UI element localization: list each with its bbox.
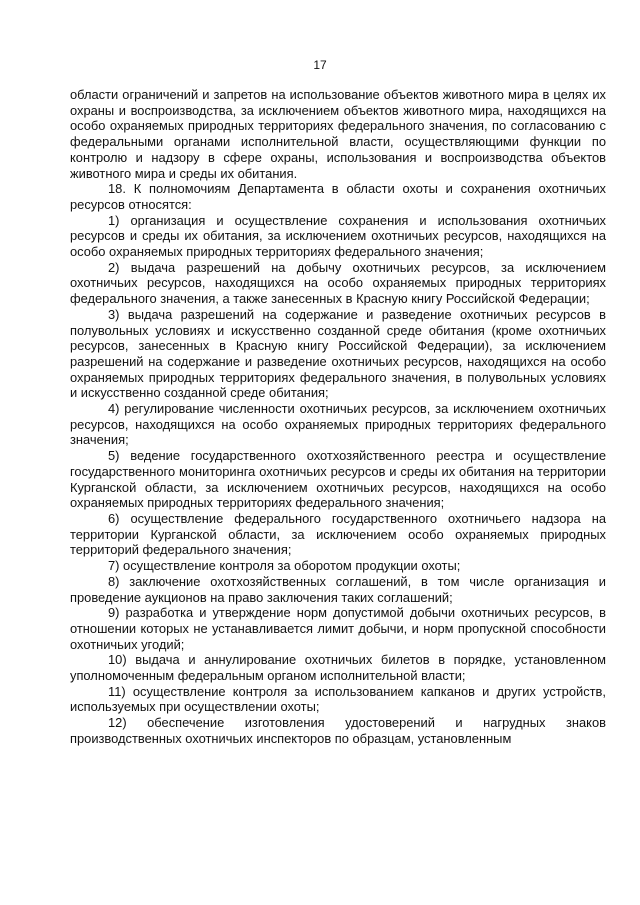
- list-item: 9) разработка и утверждение норм допустимой добычи охотничьих ресурсов, в отношении которых не устанавливается лимит добычи, и норм пропускной способности охотничьих угодий;: [70, 605, 606, 652]
- list-item: 7) осуществление контроля за оборотом продукции охоты;: [108, 558, 461, 574]
- page-number: 17: [313, 58, 327, 72]
- list-item: 2) выдача разрешений на добычу охотничьих ресурсов, за исключением охотничьих ресурсов, находящихся на особо охраняемых природных территориях федерального значения, а также занесенных в Красную книгу Российской Федерации;: [70, 259, 606, 307]
- document-body: [70, 87, 606, 747]
- list-item: 1) организация и осуществление сохранения и использования охотничьих ресурсов и среды их обитания, за исключением охотничьих ресурсов, находящихся на особо охраняемых природных территориях федерального значения;: [70, 212, 606, 260]
- list-item: 4) регулирование численности охотничьих ресурсов, за исключением охотничьих ресурсов, находящихся на особо охраняемых природных территориях федерального значения;: [70, 401, 606, 448]
- paragraph: области ограничений и запретов на использование объектов животного мира в целях их охраны и воспроизводства, за исключением объектов животного мира, находящихся на особо охраняемых природных территориях федерального значения, по согласованию с федеральными органами исполнительной власти, осуществляющими функции по контролю и надзору в сфере охраны, использования и воспроизводства объектов животного мира и среды их обитания.: [70, 87, 606, 181]
- paragraph-section-heading: 18. К полномочиям Департамента в области охоты и сохранения охотничьих ресурсов относятся:: [70, 181, 606, 212]
- list-item: 10) выдача и аннулирование охотничьих билетов в порядке, установленном уполномоченным федеральным органом исполнительной власти;: [70, 652, 606, 684]
- list-item: 6) осуществление федерального государственного охотничьего надзора на территории Курганской области, за исключением особо охраняемых природных территорий федерального значения;: [70, 510, 606, 558]
- list-item: 12) обеспечение изготовления удостоверений и нагрудных знаков производственных охотничьих инспекторов по образцам, установленным: [70, 715, 606, 746]
- list-item: 5) ведение государственного охотхозяйственного реестра и осуществление государственного мониторинга охотничьих ресурсов и среды их обитания на территории Курганской области, за исключением охотничьих ресурсов, находящихся на особо охраняемых природных территориях федерального значения;: [70, 448, 606, 511]
- list-item: 11) осуществление контроля за использованием капканов и других устройств, используемых при осуществлении охоты;: [70, 683, 606, 715]
- list-item: 3) выдача разрешений на содержание и разведение охотничьих ресурсов в полувольных условиях и искусственно созданной среде обитания (кроме охотничьих ресурсов, занесенных в Красную книгу Российской Федерации), за исключением разрешений на содержание и разведение охотничьих ресурсов, находящихся на особо охраняемых природных территориях федерального значения, в полувольных условиях и искусственно созданной среде обитания;: [70, 306, 606, 401]
- list-item: 8) заключение охотхозяйственных соглашений, в том числе организация и проведение аукционов на право заключения таких соглашений;: [70, 573, 606, 605]
